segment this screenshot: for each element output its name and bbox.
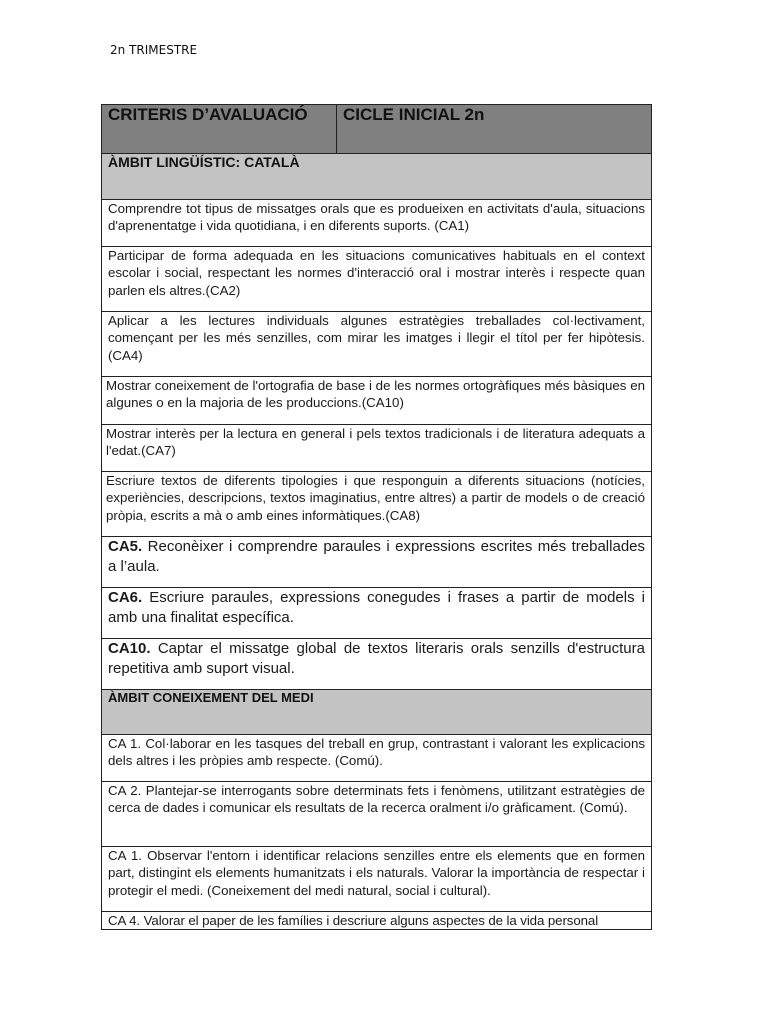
section-row-environment (102, 690, 652, 735)
table-row (102, 472, 652, 537)
criterion-code: CA5. (108, 538, 143, 555)
section-title-environment: ÀMBIT CONEIXEMENT DEL MEDI (102, 690, 652, 735)
table-row (102, 639, 652, 690)
criterion-cell (102, 588, 652, 639)
criterion-text: Captar el missatge global de textos literaris orals senzills d'estructura repetitiva amb suport visual. (108, 640, 645, 677)
criterion-cell (102, 537, 652, 588)
criterion-code: CA6. (108, 589, 143, 606)
table-row (102, 200, 652, 247)
table-row (102, 537, 652, 588)
criterion-text: Participar de forma adequada en les situacions comunicatives habituals en el context escolar i social, respectant les normes d'interacció oral i mostrar interès i respecte quan parlen els altres.(CA2) (102, 247, 652, 312)
column-header-cycle: CICLE INICIAL 2n (337, 105, 652, 154)
table-row (102, 847, 652, 912)
table-row (102, 377, 652, 425)
table-header-row (102, 105, 652, 154)
criterion-text: CA 1. Col·laborar en les tasques del treball en grup, contrastant i valorant les explicacions dels altres i les pròpies amb respecte. (Comú). (102, 735, 652, 782)
criterion-text: CA 1. Observar l'entorn i identificar relacions senzilles entre els elements que en formen part, distingint els elements humanitzats i els naturals. Valorar la importància de respectar i protegir el medi. (Coneixement del medi natural, social i cultural). (102, 847, 652, 912)
table-row (102, 312, 652, 377)
criterion-text: CA 4. Valorar el paper de les famílies i descriure alguns aspectes de la vida personal (102, 912, 652, 930)
criterion-cell (102, 639, 652, 690)
criterion-text: Mostrar interès per la lectura en general i pels textos tradicionals i de literatura adequats a l'edat.(CA7) (102, 425, 652, 472)
page-header-note: 2n TRIMESTRE (110, 43, 198, 57)
criterion-text: Escriure paraules, expressions conegudes i frases a partir de models i amb una finalitat específica. (108, 589, 645, 626)
criteria-table (101, 104, 652, 930)
table-row (102, 735, 652, 782)
criterion-text: Comprendre tot tipus de missatges orals que es produeixen en activitats d'aula, situacions d'aprenentatge i vida quotidiana, i en diferents suports. (CA1) (102, 200, 652, 247)
table-row (102, 425, 652, 472)
table-row (102, 247, 652, 312)
criterion-code: CA10. (108, 640, 151, 657)
criterion-text: Aplicar a les lectures individuals algunes estratègies treballades col·lectivament, començant per les més senzilles, com mirar les imatges i llegir el títol per fer hipòtesis.(CA4) (102, 312, 652, 377)
table-row (102, 912, 652, 930)
section-title-catalan: ÀMBIT LINGÜÍSTIC: CATALÀ (102, 154, 652, 200)
criterion-text: Reconèixer i comprendre paraules i expressions escrites més treballades a l’aula. (108, 538, 645, 575)
table-row (102, 588, 652, 639)
column-header-criteria: CRITERIS D’AVALUACIÓ (102, 105, 337, 154)
criterion-text: CA 2. Plantejar-se interrogants sobre determinats fets i fenòmens, utilitzant estratègies de cerca de dades i comunicar els resultats de la recerca oralment i/o gràficament. (Comú). (102, 782, 652, 847)
criterion-text: Mostrar coneixement de l'ortografia de base i de les normes ortogràfiques més bàsiques en algunes o en la majoria de les produccions.(CA10) (102, 377, 652, 425)
table-row (102, 782, 652, 847)
section-row-catalan (102, 154, 652, 200)
criterion-text: Escriure textos de diferents tipologies i que responguin a diferents situacions (notícies, experiències, descripcions, textos imaginatius, entre altres) a partir de models o de creació pròpia, escrits a mà o amb eines informàtiques.(CA8) (102, 472, 652, 537)
